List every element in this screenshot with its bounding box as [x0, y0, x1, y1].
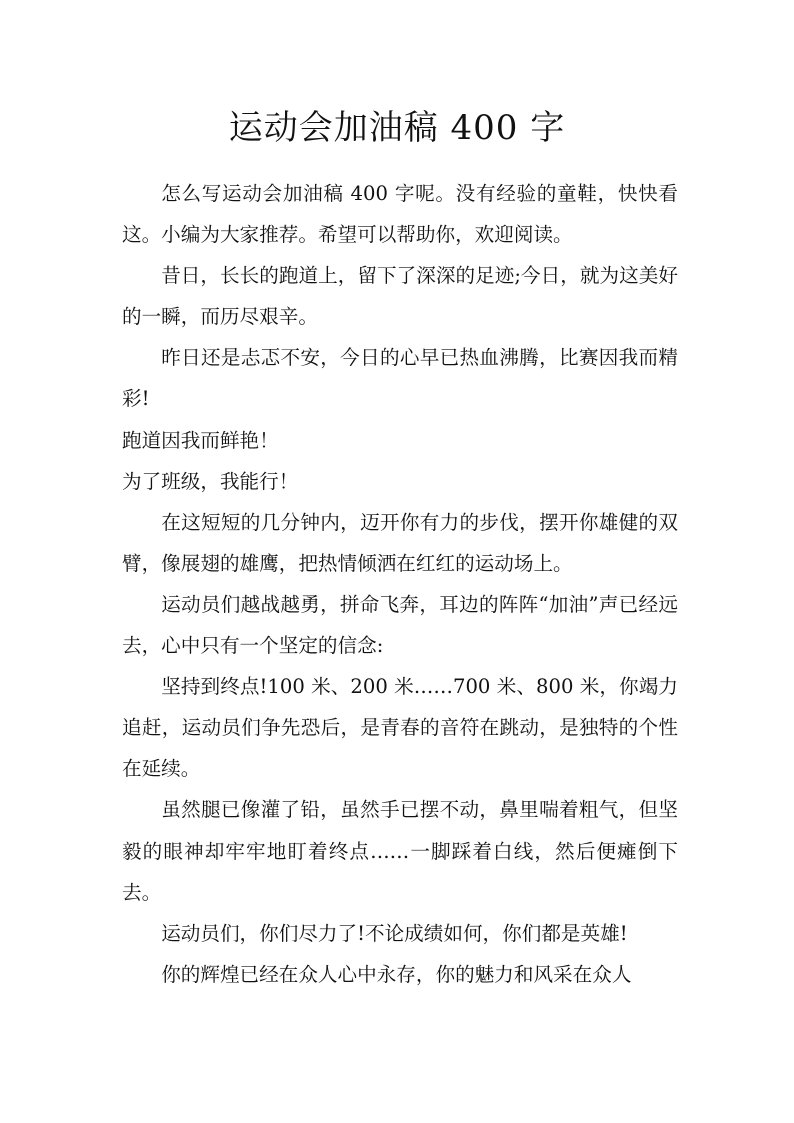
document-title: 运动会加油稿 400 字 — [228, 108, 566, 148]
document-body — [122, 173, 678, 995]
paragraph: 在这短短的几分钟内，迈开你有力的步伐，摆开你雄健的双臂，像展翅的雄鹰，把热情倾洒在红红的运动场上。 — [122, 510, 678, 575]
paragraph: 怎么写运动会加油稿 400 字呢。没有经验的童鞋，快快看这。小编为大家推荐。希望可以帮助你，欢迎阅读。 — [122, 182, 678, 247]
paragraph: 虽然腿已像灌了铅，虽然手已摆不动，鼻里喘着粗气，但坚毅的眼神却牢牢地盯着终点……一脚踩着白线，然后便瘫倒下去。 — [122, 798, 678, 904]
paragraph: 你的辉煌已经在众人心中永存，你的魅力和风采在众人 — [161, 962, 632, 986]
paragraph: 昨日还是忐忑不安，今日的心早已热血沸腾，比赛因我而精彩! — [122, 346, 678, 411]
paragraph: 跑道因我而鲜艳！ — [122, 428, 279, 452]
paragraph: 运动员们越战越勇，拼命飞奔，耳边的阵阵“加油”声已经远去，心中只有一个坚定的信念: — [122, 592, 678, 658]
paragraph: 坚持到终点!100 米、200 米……700 米、800 米，你竭力追赶，运动员们争先恐后，是青春的音符在跳动，是独特的个性在延续。 — [122, 675, 678, 781]
paragraph: 昔日，长长的跑道上，留下了深深的足迹;今日，就为这美好的一瞬，而历尽艰辛。 — [122, 264, 678, 329]
paragraph: 运动员们，你们尽力了!不论成绩如何，你们都是英雄! — [161, 921, 628, 945]
paragraph: 为了班级，我能行！ — [122, 469, 299, 493]
